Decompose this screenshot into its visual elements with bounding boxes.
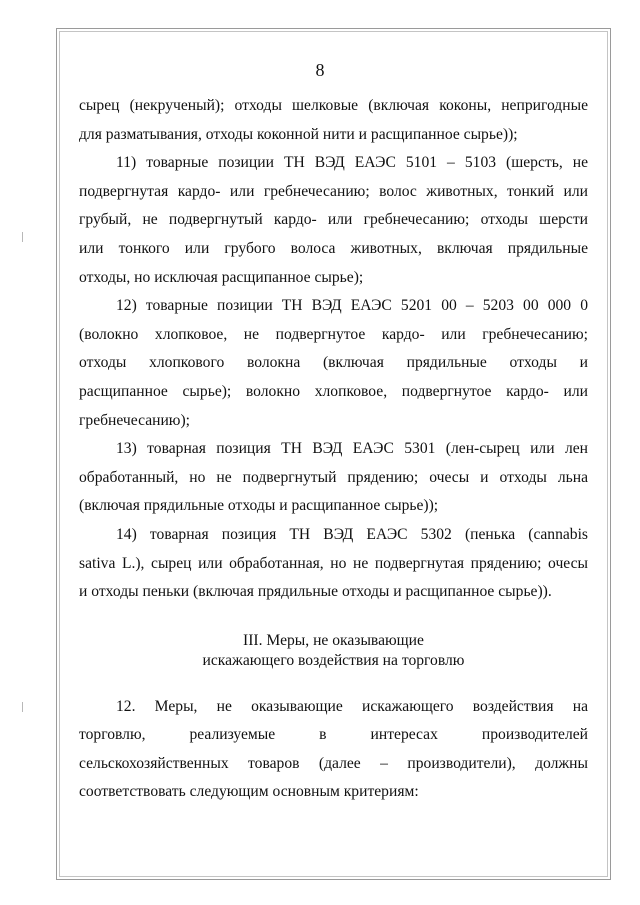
text-line: 11) товарные позиции ТН ВЭД ЕАЭС 5101 – 5103 (шерсть, не [116, 154, 588, 172]
text-line: (включая прядильные отходы и расщипанное сырье)); [79, 497, 439, 515]
clause-12 [79, 693, 588, 807]
scan-margin-mark-left [22, 232, 23, 242]
list-item-14 [79, 521, 588, 607]
text-line: или тонкого или грубого волоса животных, включая прядильные [79, 239, 588, 257]
section-heading-line-2: искажающего воздействия на торговлю [202, 651, 465, 669]
text-line: sativa L.), сырец или обработанная, но не подвергнутая прядению; очесы [79, 554, 588, 572]
list-item-11 [79, 149, 588, 292]
text-line: торговлю, реализуемые в интересах производителей [79, 726, 588, 744]
text-line: для разматывания, отходы коконной нити и расщипанное сырье)); [79, 125, 518, 143]
text-line: и отходы пеньки (включая прядильные отходы и расщипанное сырье)). [79, 583, 552, 601]
scan-margin-mark-left-lower [22, 702, 23, 712]
text-line: сырец (некрученый); отходы шелковые (включая коконы, непригодные [79, 97, 588, 114]
text-line: 12. Меры, не оказывающие искажающего воздействия на [116, 697, 588, 715]
section-heading [79, 631, 588, 671]
text-line: сельскохозяйственных товаров (далее – производители), должны [79, 754, 588, 772]
page-number: 8 [315, 60, 325, 80]
text-line: отходы хлопкового волокна (включая прядильные отходы и [79, 354, 588, 372]
text-line: соответствовать следующим основным критериям: [79, 783, 419, 801]
text-line: гребнечесанию); [79, 411, 190, 429]
text-line: (волокно хлопковое, не подвергнутое кардо- или гребнечесанию; [79, 325, 588, 343]
text-line: отходы, но исключая расщипанное сырье); [79, 268, 364, 286]
text-line: обработанный, но не подвергнутый прядению; очесы и отходы льна [79, 468, 588, 486]
paragraph-continuation [79, 92, 588, 149]
spacer [79, 671, 588, 693]
text-line: 14) товарная позиция ТН ВЭД ЕАЭС 5302 (пенька (cannabis [116, 525, 588, 543]
text-line: подвергнутая кардо- или гребнечесанию; волос животных, тонкий или [79, 182, 588, 200]
spacer [79, 607, 588, 631]
section-heading-line-1: III. Меры, не оказывающие [243, 631, 424, 649]
list-item-12 [79, 292, 588, 435]
text-line: 12) товарные позиции ТН ВЭД ЕАЭС 5201 00 – 5203 00 000 0 [116, 297, 588, 315]
text-line: расщипанное сырье); волокно хлопковое, подвергнутое кардо- или [79, 382, 588, 400]
text-line: грубый, не подвергнутый кардо- или гребнечесанию; отходы шерсти [79, 211, 588, 229]
document-body [79, 92, 588, 807]
text-line: 13) товарная позиция ТН ВЭД ЕАЭС 5301 (лен-сырец или лен [116, 440, 588, 458]
list-item-13 [79, 435, 588, 521]
